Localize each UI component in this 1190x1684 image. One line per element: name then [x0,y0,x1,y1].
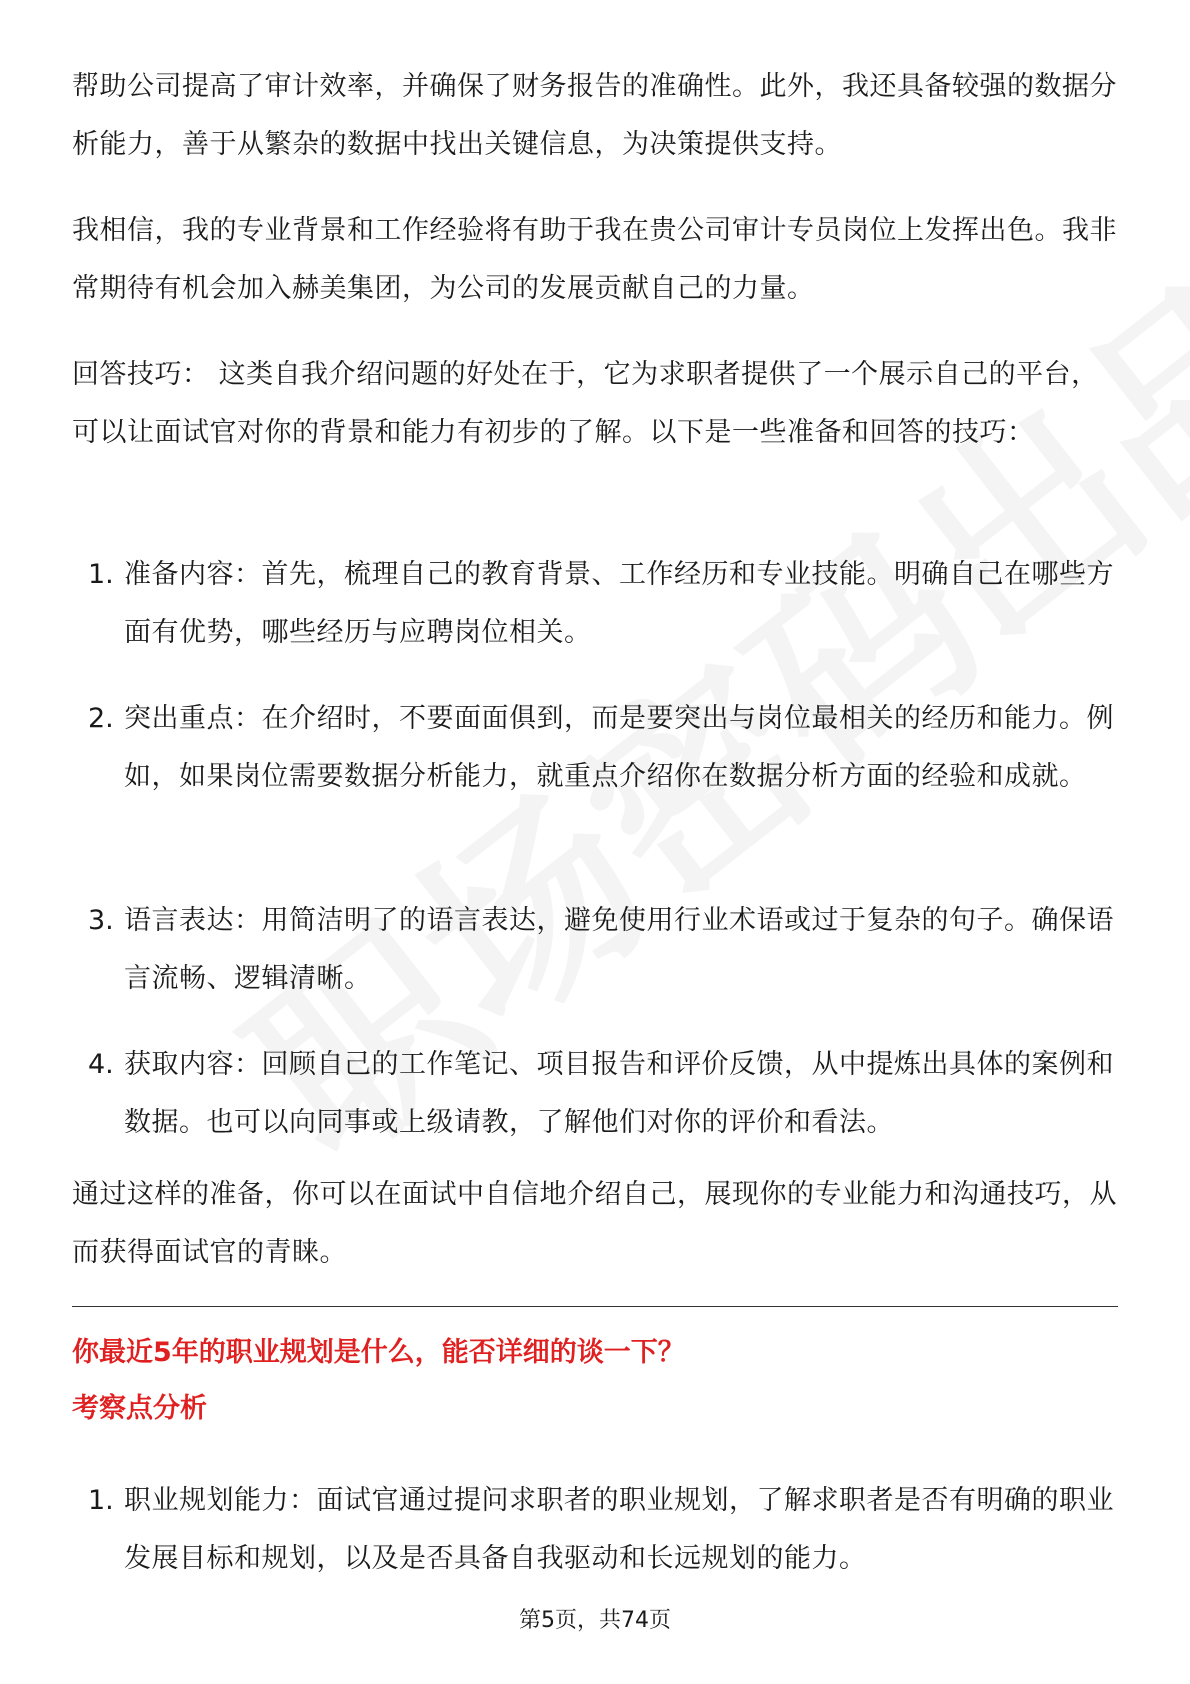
tips-intro-paragraph: 回答技巧： 这类自我介绍问题的好处在于，它为求职者提供了一个展示自己的平台，可以让面试官对你的背景和能力有初步的了解。以下是一些准备和回答的技巧： [72,359,1099,448]
list-item [72,892,1118,1008]
page-footer: 第5页，共74页 [519,1608,671,1633]
list-number: 4. [88,1049,114,1080]
list-item-text: 准备内容：首先，梳理自己的教育背景、工作经历和专业技能。明确自己在哪些方面有优势，哪些经历与应聘岗位相关。 [124,559,1114,648]
paragraph: 帮助公司提高了审计效率，并确保了财务报告的准确性。此外，我还具备较强的数据分析能力，善于从繁杂的数据中找出关键信息，为决策提供支持。 [72,71,1117,160]
list-number: 1. [88,1485,114,1516]
list-number: 1. [88,559,114,590]
analysis-subheading: 考察点分析 [72,1393,207,1424]
paragraph: 我相信，我的专业背景和工作经验将有助于我在贵公司审计专员岗位上发挥出色。我非常期待有机会加入赫美集团，为公司的发展贡献自己的力量。 [72,215,1117,304]
list-item-text: 突出重点：在介绍时，不要面面俱到，而是要突出与岗位最相关的经历和能力。例如，如果岗位需要数据分析能力，就重点介绍你在数据分析方面的经验和成就。 [124,703,1114,792]
conclusion-paragraph: 通过这样的准备，你可以在面试中自信地介绍自己，展现你的专业能力和沟通技巧，从而获得面试官的青睐。 [72,1179,1117,1268]
section-divider [72,1306,1118,1307]
list-item [72,546,1118,662]
document-page [72,0,1118,1684]
list-item [72,1472,1118,1588]
list-item [72,1036,1118,1152]
list-item-text: 职业规划能力：面试官通过提问求职者的职业规划，了解求职者是否有明确的职业发展目标和规划，以及是否具备自我驱动和长远规划的能力。 [124,1485,1114,1574]
list-item-text: 获取内容：回顾自己的工作笔记、项目报告和评价反馈，从中提炼出具体的案例和数据。也可以向同事或上级请教，了解他们对你的评价和看法。 [124,1049,1114,1138]
list-item-text: 语言表达：用简洁明了的语言表达，避免使用行业术语或过于复杂的句子。确保语言流畅、逻辑清晰。 [124,905,1114,994]
list-number: 2. [88,703,114,734]
list-number: 3. [88,905,114,936]
question-heading: 你最近5年的职业规划是什么，能否详细的谈一下？ [72,1337,685,1368]
list-item [72,690,1118,806]
